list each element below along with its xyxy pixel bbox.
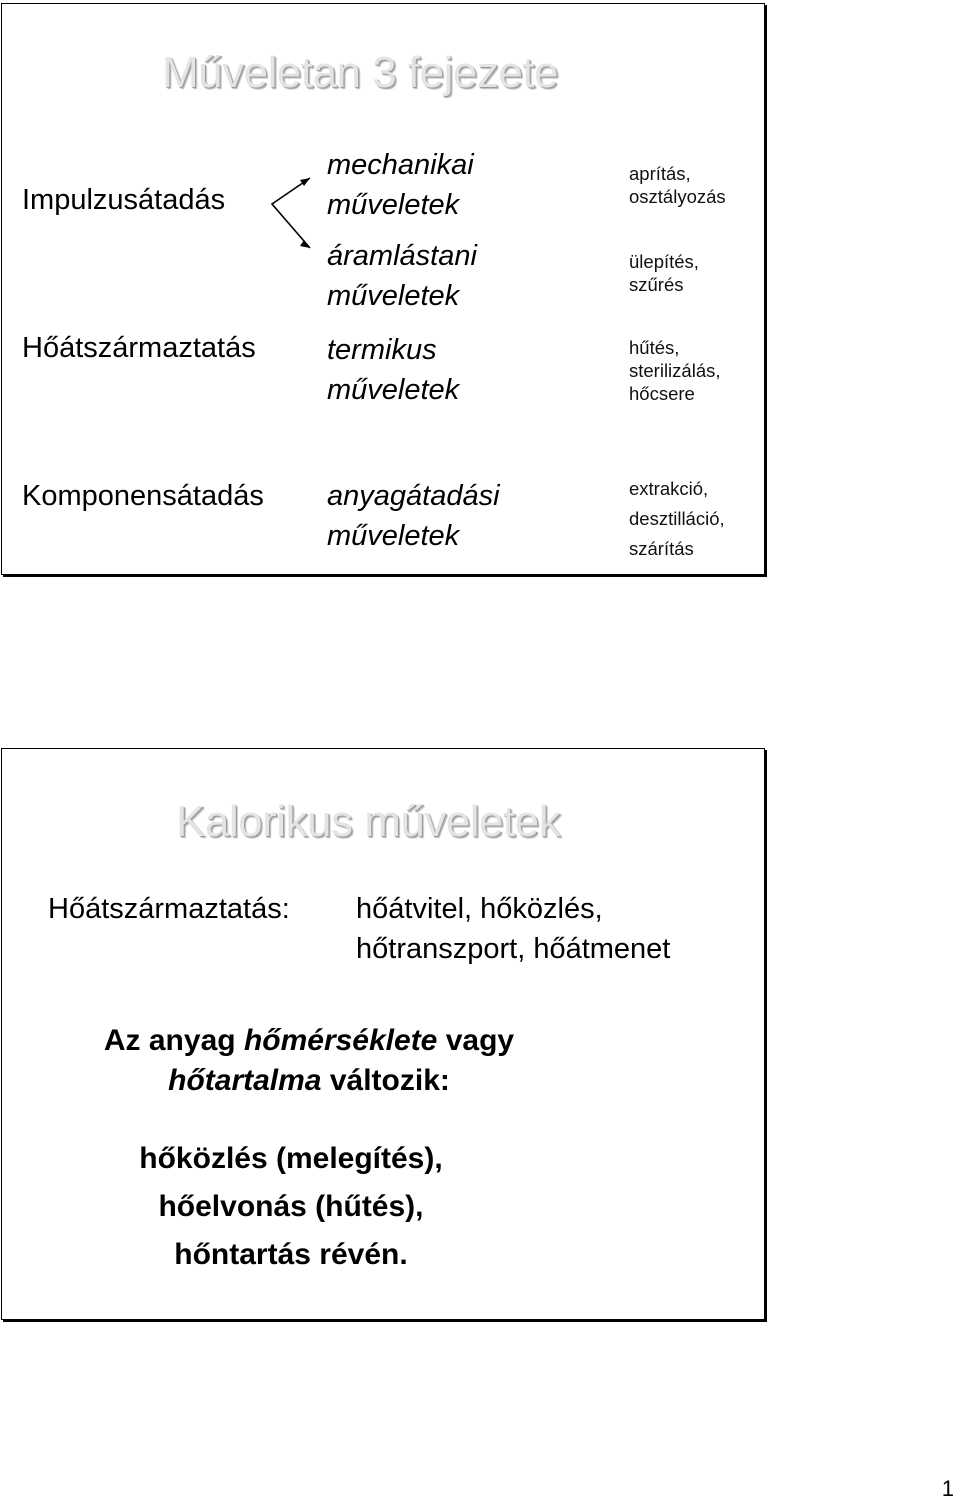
example-line: extrakció, <box>629 478 709 499</box>
op-aramlastani-line1: áramlástani <box>327 240 477 272</box>
examples-anyagatadasi <box>629 474 725 564</box>
example-line: szárítás <box>629 538 694 559</box>
op-mechanikai-line2: műveletek <box>327 189 460 221</box>
statement-text: változik: <box>329 1064 450 1097</box>
statement-line1 <box>2 1021 766 1061</box>
example-line: szűrés <box>629 274 684 295</box>
statement-text: vagy <box>445 1024 515 1057</box>
branch-arrows <box>266 172 326 262</box>
op-anyagatadasi <box>327 476 500 556</box>
op-anyagatadasi-line1: anyagátadási <box>327 480 500 512</box>
slide-1 <box>1 3 765 575</box>
examples-aramlastani <box>629 250 699 296</box>
op-mechanikai <box>327 145 474 225</box>
example-line: desztilláció, <box>629 508 725 529</box>
op-termikus <box>327 330 459 410</box>
op-aramlastani-line2: műveletek <box>327 280 460 312</box>
page-number: 1 <box>941 1476 954 1501</box>
list-item: hőntartás révén. <box>174 1238 408 1271</box>
examples-termikus <box>629 336 721 405</box>
op-anyagatadasi-line2: műveletek <box>327 520 460 552</box>
list-item: hőelvonás (hűtés), <box>158 1190 424 1223</box>
example-line: osztályozás <box>629 186 726 207</box>
op-mechanikai-line1: mechanikai <box>327 149 474 181</box>
slide-2-title: Kalorikus műveletek <box>176 797 561 846</box>
example-line: ülepítés, <box>629 251 699 272</box>
example-line: aprítás, <box>629 163 691 184</box>
slide-2 <box>1 748 765 1320</box>
statement <box>2 1021 766 1101</box>
definition-line2: hőtranszport, hőátmenet <box>356 933 671 965</box>
op-aramlastani <box>327 236 477 316</box>
statement-text: Az anyag <box>103 1024 236 1057</box>
definition-line1: hőátvitel, hőközlés, <box>356 893 603 925</box>
example-line: hőcsere <box>629 383 695 404</box>
statement-emphasis: hőtartalma <box>168 1064 322 1097</box>
category-impulzusatadas: Impulzusátadás <box>22 184 226 216</box>
example-line: hűtés, <box>629 337 680 358</box>
definition-terms <box>356 889 670 969</box>
example-line: sterilizálás, <box>629 360 721 381</box>
list-item: hőközlés (melegítés), <box>139 1142 443 1175</box>
examples-mechanikai <box>629 162 726 208</box>
method-list <box>2 1135 766 1279</box>
statement-line2 <box>2 1061 766 1101</box>
slide-1-title: Műveletan 3 fejezete <box>162 48 559 97</box>
category-hoatszarmaztatas: Hőátszármaztatás <box>22 332 256 364</box>
statement-emphasis: hőmérséklete <box>243 1024 438 1057</box>
op-termikus-line1: termikus <box>327 334 437 366</box>
category-komponensatadas: Komponensátadás <box>22 480 264 512</box>
definition-label: Hőátszármaztatás: <box>48 893 290 925</box>
op-termikus-line2: műveletek <box>327 374 460 406</box>
